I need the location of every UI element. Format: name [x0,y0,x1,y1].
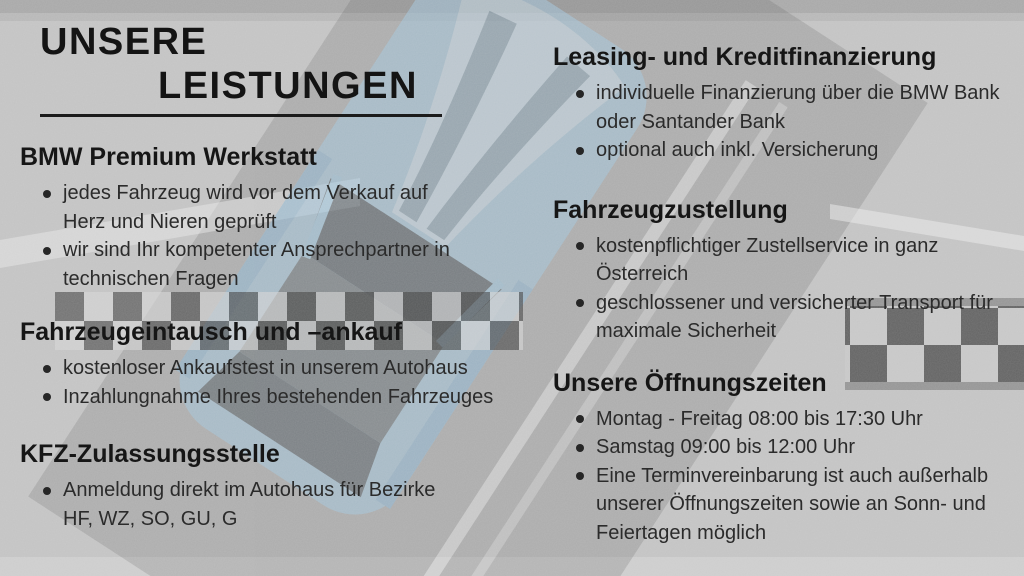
bullet-line: HF, WZ, SO, GU, G [63,507,238,530]
bullet-line: Herz und Nieren geprüft [63,210,277,233]
bullet-item [576,79,1015,136]
section-fahrzeugzustellung [553,195,1015,346]
bullet-line: unserer Öffnungszeiten sowie an Sonn- und [596,493,986,515]
bullet-line: Inzahlungnahme Ihres bestehenden Fahrzeuges [63,385,494,408]
section-kfz-zulassungsstelle [20,439,540,533]
bullet-item [576,232,1015,289]
section-fahrzeugeintausch [20,317,540,411]
bullet-item [43,476,540,533]
section-oeffnungszeiten [553,368,1015,548]
bullet-list [20,179,540,293]
section-heading: Unsere Öffnungszeiten [553,368,827,397]
bullet-list [553,405,1015,548]
section-heading: Fahrzeugzustellung [553,195,788,224]
bullet-line: oder Santander Bank [596,110,786,133]
section-heading: KFZ-Zulassungsstelle [20,440,280,468]
section-heading: BMW Premium Werkstatt [20,143,317,171]
bullet-item [576,462,1015,548]
bullet-item [576,433,1015,462]
left-column [20,142,540,533]
bullet-line: optional auch inkl. Versicherung [596,139,879,161]
bullet-line: kostenpflichtiger Zustellservice in ganz [596,234,939,257]
bullet-list [553,79,1015,165]
bullet-line: Samstag 09:00 bis 12:00 Uhr [596,436,856,458]
bullet-list [553,232,1015,346]
page-title [40,20,418,108]
bullet-item [576,136,1015,165]
section-heading: Fahrzeugeintausch und –ankauf [20,318,403,346]
right-column [553,42,1015,547]
bullet-line: jedes Fahrzeug wird vor dem Verkauf auf [63,182,428,204]
title-underline [40,114,442,117]
section-bmw-premium-werkstatt [20,142,540,293]
bullet-list [20,354,540,411]
bullet-line: Feiertagen möglich [596,521,767,544]
bullet-item [43,354,540,383]
bullet-line: technischen Fragen [63,267,239,290]
bullet-item [43,236,540,293]
section-leasing-kreditfinanzierung [553,42,1015,165]
bullet-line: wir sind Ihr kompetenter Ansprechpartner in [63,239,450,261]
bullet-item [43,179,540,236]
bullet-list [20,476,540,533]
bullet-item [43,383,540,412]
bullet-line: individuelle Finanzierung über die BMW Bank [596,82,1000,104]
bullet-line: Österreich [596,263,689,285]
bullet-item [576,289,1015,346]
bullet-item [576,405,1015,434]
bullet-line: maximale Sicherheit [596,320,777,342]
bullet-line: Montag - Freitag 08:00 bis 17:30 Uhr [596,407,923,430]
bullet-line: kostenloser Ankaufstest in unserem Autohaus [63,357,468,379]
bullet-line: Anmeldung direkt im Autohaus für Bezirke [63,479,436,501]
bullet-line: Eine Terminvereinbarung ist auch außerhalb [596,464,989,487]
title-line-2: LEISTUNGEN [158,65,418,107]
title-line-1: UNSERE [40,21,208,63]
section-heading: Leasing- und Kreditfinanzierung [553,43,937,71]
bullet-line: geschlossener und versicherter Transport für [596,291,993,314]
